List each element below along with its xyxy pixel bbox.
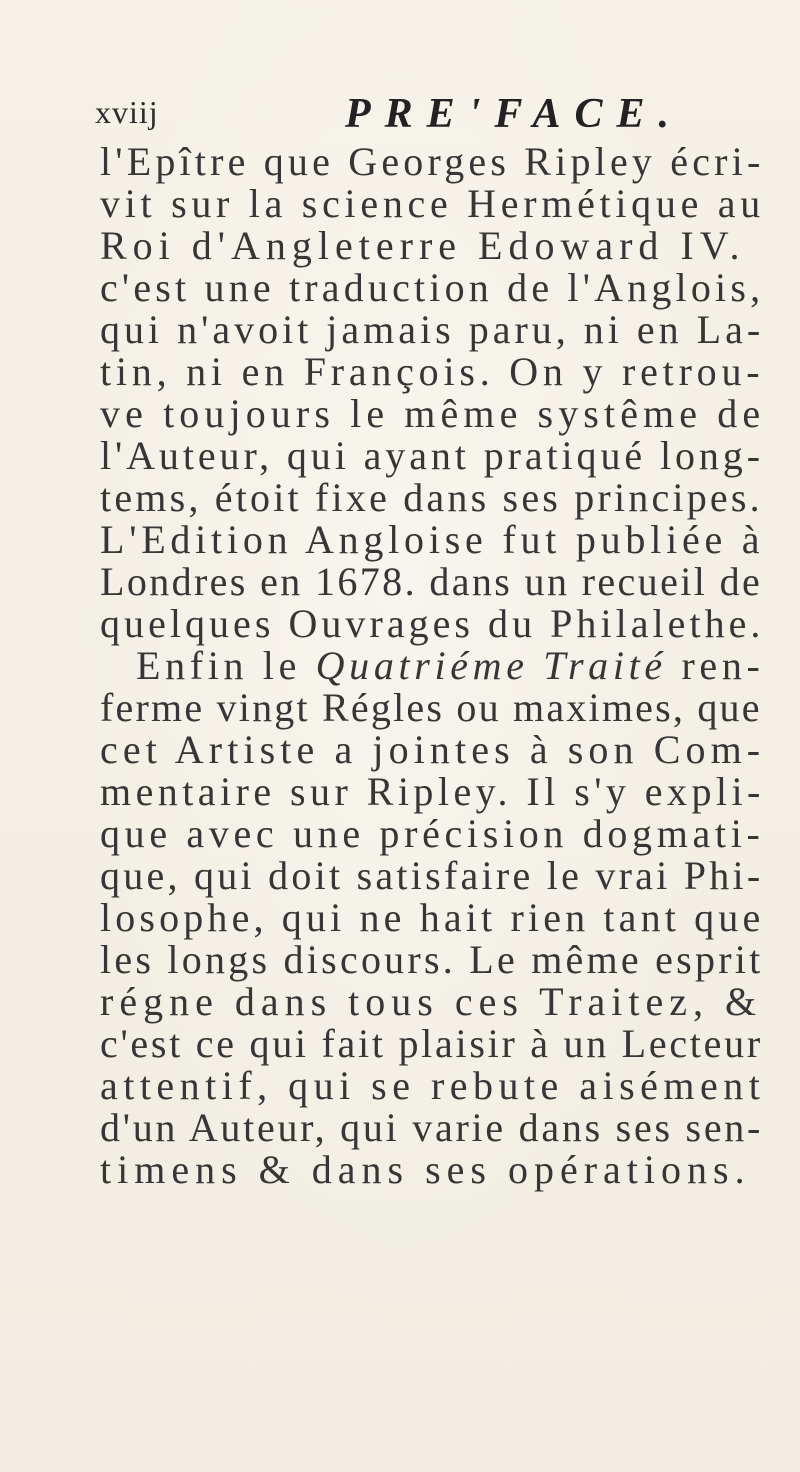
text-run: Enfin le	[136, 643, 316, 688]
text-line: l'Epître que Georges Ripley écri-	[100, 139, 765, 184]
text-line: ve toujours le même systême de	[100, 391, 766, 436]
text-line: timens & dans ses opérations.	[100, 1147, 751, 1192]
text-line: l'Auteur, qui ayant pratiqué long-	[100, 433, 764, 478]
text-line: losophe, qui ne hait rien tant que	[100, 895, 765, 940]
text-line: que avec une précision dogmati-	[100, 811, 765, 856]
text-line: qui n'avoit jamais paru, ni en La-	[100, 307, 765, 352]
text-line: que, qui doit satisfaire le vrai Phi-	[100, 853, 764, 898]
text-line: c'est ce qui fait plaisir à un Lecteur	[100, 1021, 763, 1066]
text-line	[136, 643, 765, 688]
text-line: régne dans tous ces Traitez, &	[100, 979, 763, 1024]
text-line: d'un Auteur, qui varie dans ses sen-	[100, 1105, 764, 1150]
text-line: ferme vingt Régles ou maximes, que	[100, 685, 762, 730]
text-line: tin, ni en François. On y retrou-	[100, 349, 765, 394]
text-line: L'Edition Angloise fut publiée à	[100, 517, 765, 562]
text-line: Londres en 1678. dans un recueil de	[100, 559, 763, 604]
text-line: c'est une traduction de l'Anglois,	[100, 265, 765, 310]
treatise-title: Quatriéme Traité	[315, 643, 667, 688]
text-run: ren-	[666, 643, 765, 688]
text-line: les longs discours. Le même esprit	[100, 937, 764, 982]
text-line: cet Artiste a jointes à son Com-	[100, 727, 766, 772]
text-line: vit sur la science Hermétique au	[100, 181, 765, 226]
page-number: xviij	[95, 94, 159, 130]
text-line: attentif, qui se rebute aisément	[100, 1063, 766, 1108]
text-line: tems, étoit fixe dans ses principes.	[100, 475, 763, 520]
text-line: mentaire sur Ripley. Il s'y expli-	[100, 769, 765, 814]
text-line: quelques Ouvrages du Philalethe.	[100, 601, 765, 646]
page-header	[95, 90, 735, 135]
text-line: Roi d'Angleterre Edoward IV.	[100, 223, 746, 268]
running-title: PRE'FACE.	[345, 91, 684, 137]
